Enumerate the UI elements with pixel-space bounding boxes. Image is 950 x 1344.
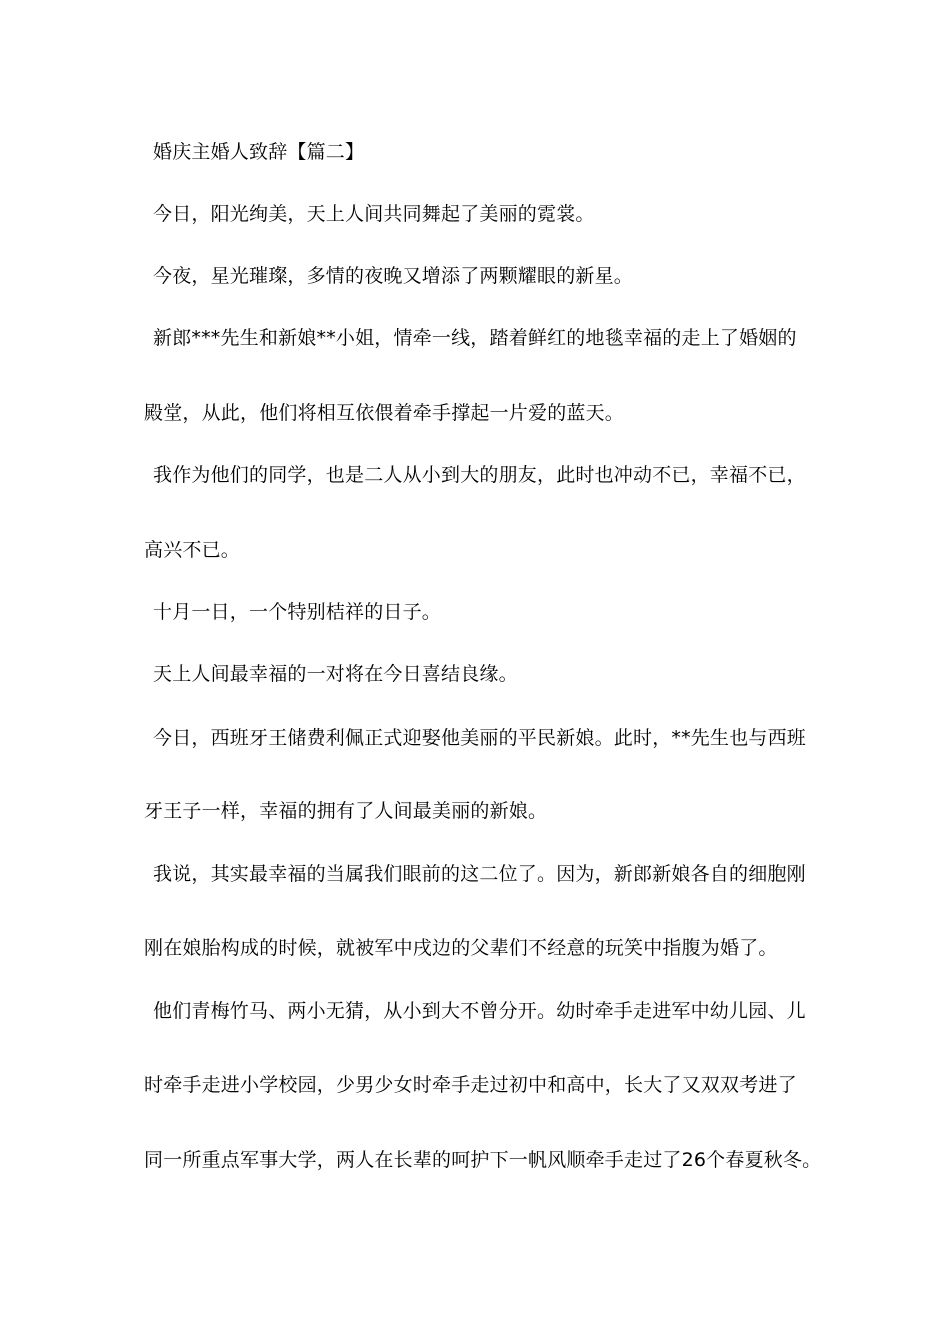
document-title: 婚庆主婚人致辞【篇二】	[153, 141, 365, 163]
paragraph-line: 牙王子一样，幸福的拥有了人间最美丽的新娘。	[144, 800, 548, 822]
paragraph-line: 今夜，星光璀璨，多情的夜晚又增添了两颗耀眼的新星。	[153, 265, 634, 287]
paragraph-line: 时牵手走进小学校园，少男少女时牵手走过初中和高中，长大了又双双考进了	[144, 1074, 797, 1096]
paragraph-line: 新郎***先生和新娘**小姐，情牵一线，踏着鲜红的地毯幸福的走上了婚姻的	[153, 327, 797, 349]
paragraph-line: 同一所重点军事大学，两人在长辈的呵护下一帆风顺牵手走过了26个春夏秋冬。	[144, 1149, 822, 1171]
paragraph-line: 我说，其实最幸福的当属我们眼前的这二位了。因为，新郎新娘各自的细胞刚	[153, 863, 806, 885]
paragraph-line: 高兴不已。	[144, 539, 241, 561]
paragraph-line: 我作为他们的同学，也是二人从小到大的朋友，此时也冲动不已，幸福不已，	[153, 464, 806, 486]
paragraph-line: 今日，西班牙王储费利佩正式迎娶他美丽的平民新娘。此时，**先生也与西班	[153, 727, 807, 749]
paragraph-line: 刚在娘胎构成的时候，就被军中戌边的父辈们不经意的玩笑中指腹为婚了。	[144, 937, 778, 959]
paragraph-line: 殿堂，从此，他们将相互依偎着牵手撑起一片爱的蓝天。	[144, 402, 625, 424]
paragraph-line: 天上人间最幸福的一对将在今日喜结良缘。	[153, 663, 518, 685]
paragraph-line: 十月一日，一个特别桔祥的日子。	[153, 601, 442, 623]
paragraph-line: 今日，阳光绚美，天上人间共同舞起了美丽的霓裳。	[153, 203, 595, 225]
paragraph-line: 他们青梅竹马、两小无猜，从小到大不曾分开。幼时牵手走进军中幼儿园、儿	[153, 1000, 806, 1022]
